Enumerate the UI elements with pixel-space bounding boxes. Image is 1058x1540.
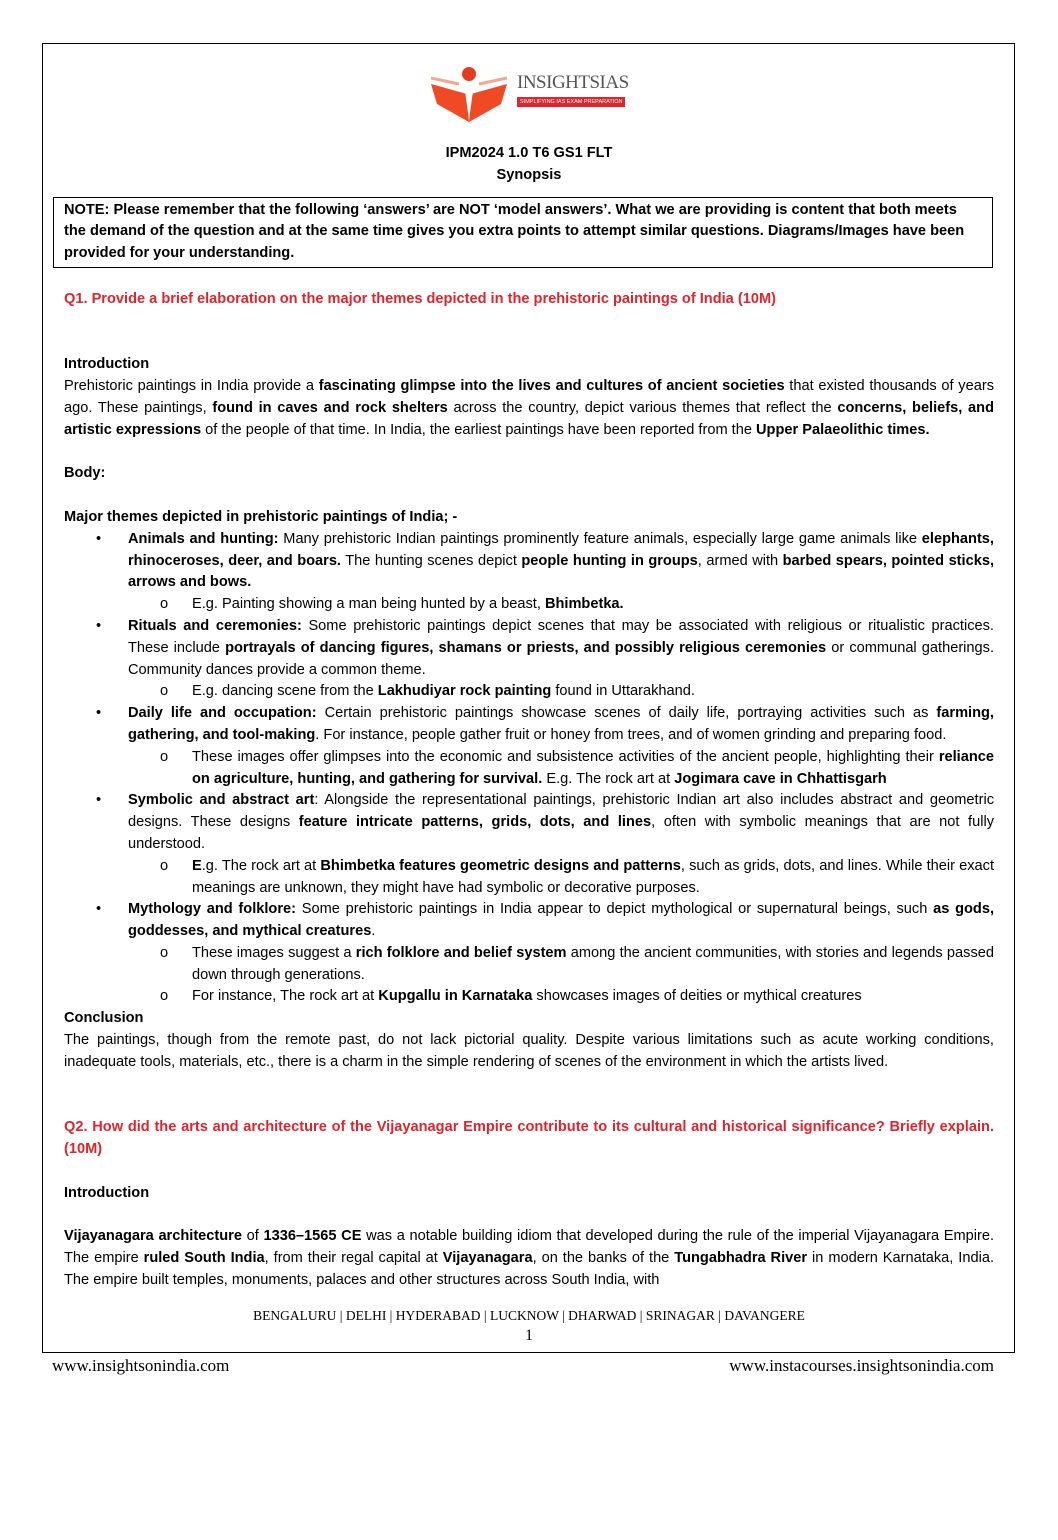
themes-list [64, 529, 994, 1009]
text-run: , from their regal capital at [264, 1250, 443, 1267]
text-run: , on the banks of the [532, 1250, 675, 1267]
bullet-text [128, 792, 994, 852]
bold-text: people hunting in groups [521, 552, 698, 569]
bold-text: 1336–1565 CE [263, 1228, 362, 1245]
bold-text: elephants, rhinoceroses, deer, and boars. [128, 530, 994, 569]
text-run: . [371, 923, 376, 940]
text-run: : Alongside the representational paintings, prehistoric Indian art also includes abstract and geometric designs. These designs [128, 792, 994, 831]
footer-cities: BENGALURU | DELHI | HYDERABAD | LUCKNOW | DHARWAD | SRINAGAR | DAVANGERE [253, 1307, 805, 1323]
theme-bullet [64, 703, 994, 747]
q1-intro [64, 376, 994, 441]
text-run: Some prehistoric paintings depict scenes that may be associated with religious or ritualistic practices. These include [128, 617, 994, 656]
bold-text: reliance on agriculture, hunting, and gathering for survival. [192, 748, 994, 787]
bold-text: farming, gathering, and tool-making [128, 705, 994, 743]
q2-intro-heading: Introduction [64, 1184, 150, 1201]
theme-bullet [64, 899, 994, 943]
bullet-icon: • [96, 530, 102, 547]
text-run: Prehistoric paintings in India provide a [64, 378, 319, 395]
text-run: was a notable building idiom that developed during the rule of the imperial Vijayanagara Empire. The empire [64, 1228, 995, 1267]
text-run: These images suggest a [192, 944, 356, 961]
bullet-text [128, 705, 994, 743]
text-run: across the country, depict various themes that reflect the [447, 399, 838, 416]
page-border [42, 43, 1015, 1353]
bold-text: Symbolic and abstract art [128, 792, 315, 809]
text-run: Some prehistoric paintings in India appear to depict mythological or supernatural beings, such [296, 901, 934, 918]
q1-themes-heading: Major themes depicted in prehistoric paintings of India; - [64, 508, 458, 525]
text-run: E.g. dancing scene from the [192, 683, 378, 700]
bold-text: Animals and hunting: [128, 530, 279, 547]
doc-subtitle: Synopsis [496, 166, 562, 183]
bullet-icon: • [96, 901, 102, 918]
text-run: .g. The rock art at [201, 857, 321, 874]
footer-url-left[interactable]: www.insightsonindia.com [52, 1355, 230, 1375]
footer-urls [0, 1353, 1058, 1383]
bold-text: as gods, goddesses, and mythical creatures [128, 901, 994, 940]
bold-text: feature intricate patterns, grids, dots, and lines [298, 814, 652, 831]
text-run: For instance, The rock art at [192, 988, 379, 1005]
sub-bullet-text [192, 683, 695, 699]
bold-text: E [192, 857, 202, 874]
text-run: of [241, 1228, 264, 1245]
text-run: E.g. Painting showing a man being hunted by a beast, [192, 596, 545, 613]
bold-text: concerns, beliefs, and artistic expressions [64, 399, 994, 438]
text-run: that existed thousands of years ago. These paintings, [64, 378, 994, 416]
text-run: or communal gatherings. Community dances provide a common theme. [128, 639, 995, 678]
bold-text: Vijayanagara architecture [64, 1228, 242, 1245]
text-run: The paintings, though from the remote past, do not lack pictorial quality. Despite various limitations such as acute working conditions, inadequate tools, materials, etc., there is a charm in the simple rendering of scenes of the environment in which the artists lived. [64, 1032, 994, 1070]
text-run: among the ancient communities, with stories and legends passed down through generations. [192, 944, 994, 983]
bold-text: Upper Palaeolithic times. [756, 421, 930, 438]
sub-bullet-text [192, 988, 862, 1004]
sub-bullet [64, 681, 994, 703]
bold-text: Jogimara cave in Chhattisgarh [674, 770, 887, 787]
circle-bullet-icon: o [160, 596, 169, 613]
bold-text: ruled South India [143, 1250, 265, 1267]
text-run: E.g. The rock art at [542, 770, 675, 787]
bullet-text [128, 901, 994, 939]
bold-text: barbed spears, pointed sticks, arrows and bows. [128, 552, 994, 591]
bold-text: fascinating glimpse into the lives and cultures of ancient societies [318, 378, 785, 395]
bold-text: Tungabhadra River [674, 1250, 808, 1267]
sub-bullet-text [192, 749, 994, 787]
sub-bullet-text [192, 858, 994, 896]
bullet-text [128, 618, 994, 678]
sub-bullet [64, 594, 994, 616]
doc-title: IPM2024 1.0 T6 GS1 FLT [445, 145, 613, 161]
logo [429, 62, 644, 124]
text-run: These images offer glimpses into the economic and subsistence activities of the ancient people, highlighting their [192, 748, 939, 765]
text-run: in modern Karnataka, India. The empire built temples, monuments, palaces and other structures across South India, with [64, 1250, 994, 1288]
circle-bullet-icon: o [160, 988, 169, 1005]
note-box: NOTE: Please remember that the following ‘answers’ are NOT ‘model answers’. What we are providing is content that both meets the demand of the question and at the same time gives you extra points to attempt similar questions. Diagrams/Images have been provided for your understanding. [53, 197, 993, 268]
bold-text: Bhimbetka features geometric designs and patterns [320, 857, 681, 874]
book-logo-icon [429, 62, 519, 124]
bold-text: rich folklore and belief system [355, 944, 567, 961]
bullet-icon: • [96, 705, 102, 722]
q2-question: Q2. How did the arts and architecture of the Vijayanagar Empire contribute to its cultural and historical significance? Briefly explain. (10M) [64, 1119, 994, 1158]
q1-body-heading: Body: [64, 465, 106, 482]
page-number: 1 [525, 1326, 533, 1344]
bold-text: Mythology and folklore: [128, 901, 296, 918]
bold-text: Kupgallu in Karnataka [378, 988, 533, 1005]
circle-bullet-icon: o [160, 944, 169, 961]
sub-bullet [64, 747, 994, 791]
sub-bullet-text [192, 945, 994, 983]
q1-conclusion-heading: Conclusion [64, 1010, 144, 1027]
q2-intro [64, 1226, 994, 1291]
text-run: , often with symbolic meanings that are not fully understood. [128, 814, 994, 852]
text-run: The hunting scenes depict [341, 552, 522, 569]
q1-question: Q1. Provide a brief elaboration on the major themes depicted in the prehistoric paintings of India (10M) [64, 290, 776, 307]
bold-text: portrayals of dancing figures, shamans or priests, and possibly religious ceremonies [225, 639, 827, 656]
bullet-text [128, 531, 994, 591]
logo-tagline: SIMPLIFYING IAS EXAM PREPARATION [517, 97, 625, 107]
theme-bullet [64, 616, 994, 681]
circle-bullet-icon: o [160, 857, 169, 874]
bold-text: Bhimbetka. [544, 596, 624, 613]
text-run: found in Uttarakhand. [551, 683, 695, 700]
text-run: , such as grids, dots, and lines. While their exact meanings are unknown, they might have had symbolic or decorative purposes. [192, 857, 995, 896]
bold-text: Daily life and occupation: [128, 705, 317, 722]
circle-bullet-icon: o [160, 683, 169, 700]
q1-conclusion [64, 1030, 994, 1074]
bold-text: found in caves and rock shelters [212, 399, 448, 416]
bold-text: Lakhudiyar rock painting [377, 683, 552, 700]
theme-bullet [64, 790, 994, 855]
text-run: . For instance, people gather fruit or honey from trees, and of women grinding and preparing food. [315, 726, 947, 743]
q1-intro-heading: Introduction [64, 356, 150, 373]
circle-bullet-icon: o [160, 748, 169, 765]
text-run: showcases images of deities or mythical creatures [532, 988, 862, 1005]
sub-bullet [64, 943, 994, 987]
sub-bullet-text [192, 596, 624, 612]
text-run: of the people of that time. In India, the earliest paintings have been reported from the [201, 421, 757, 438]
theme-bullet [64, 529, 994, 594]
text-run: Many prehistoric Indian paintings prominently feature animals, especially large game animals like [278, 530, 922, 547]
bullet-icon: • [96, 792, 102, 809]
bold-text: Vijayanagara [442, 1250, 533, 1267]
bullet-icon: • [96, 617, 102, 634]
logo-brand: INSIGHTSIAS [517, 72, 629, 93]
footer-url-right[interactable]: www.instacourses.insightsonindia.com [729, 1355, 994, 1375]
sub-bullet [64, 986, 994, 1008]
text-run: , armed with [697, 552, 783, 569]
text-run: Certain prehistoric paintings showcase scenes of daily life, portraying activities such as [316, 705, 937, 722]
bold-text: Rituals and ceremonies: [128, 617, 302, 634]
sub-bullet [64, 856, 994, 900]
